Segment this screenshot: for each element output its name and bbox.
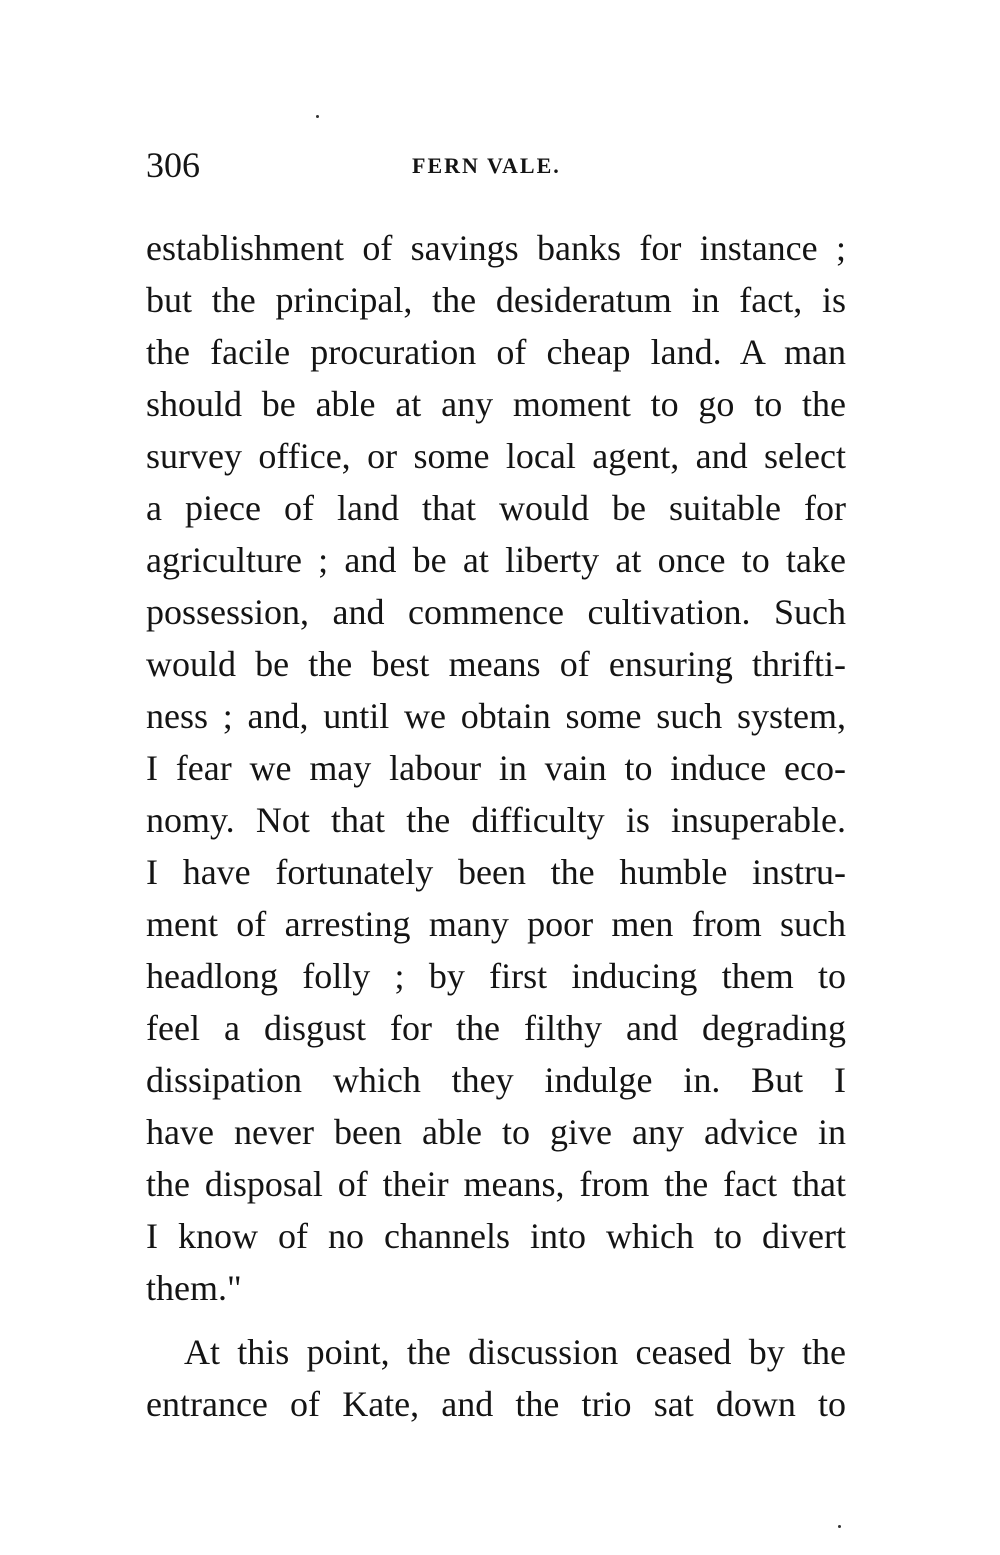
ink-speck [838,1525,841,1528]
text-line: At this point, the discussion ceased by the [184,1332,846,1372]
text-line: entrance of Kate, and the trio sat down to [146,1384,846,1424]
text-line: a piece of land that would be suitable for [146,488,846,528]
body-text [146,222,846,1430]
text-line: would be the best means of ensuring thrifti- [146,644,846,684]
text-line: I have fortunately been the humble instru- [146,852,846,892]
page-number: 306 [146,145,200,185]
text-line: headlong folly ; by first inducing them to [146,956,846,996]
text-line: establishment of savings banks for instance ; [146,228,846,268]
text-line: nomy. Not that the difficulty is insuperable. [146,800,846,840]
text-line: agriculture ; and be at liberty at once to take [146,540,846,580]
text-line: but the principal, the desideratum in fact, is [146,280,846,320]
text-line: ment of arresting many poor men from such [146,904,846,944]
text-line: survey office, or some local agent, and select [146,436,846,476]
ink-speck [316,115,319,118]
text-line: the disposal of their means, from the fact that [146,1164,846,1204]
text-line: possession, and commence cultivation. Such [146,592,846,632]
text-line: have never been able to give any advice in [146,1112,846,1152]
text-line: should be able at any moment to go to the [146,384,846,424]
text-line: dissipation which they indulge in. But I [146,1060,846,1100]
text-line: ness ; and, until we obtain some such system, [146,696,846,736]
paragraph [146,1326,846,1430]
text-line: I know of no channels into which to divert [146,1216,846,1256]
text-line: feel a disgust for the filthy and degrading [146,1008,846,1048]
paragraph [146,222,846,1314]
text-line: them." [146,1268,242,1308]
running-title: FERN VALE. [412,153,561,178]
text-line: I fear we may labour in vain to induce eco- [146,748,846,788]
text-line: the facile procuration of cheap land. A man [146,332,846,372]
page-header [146,140,846,190]
paragraph-gap [146,1314,846,1326]
